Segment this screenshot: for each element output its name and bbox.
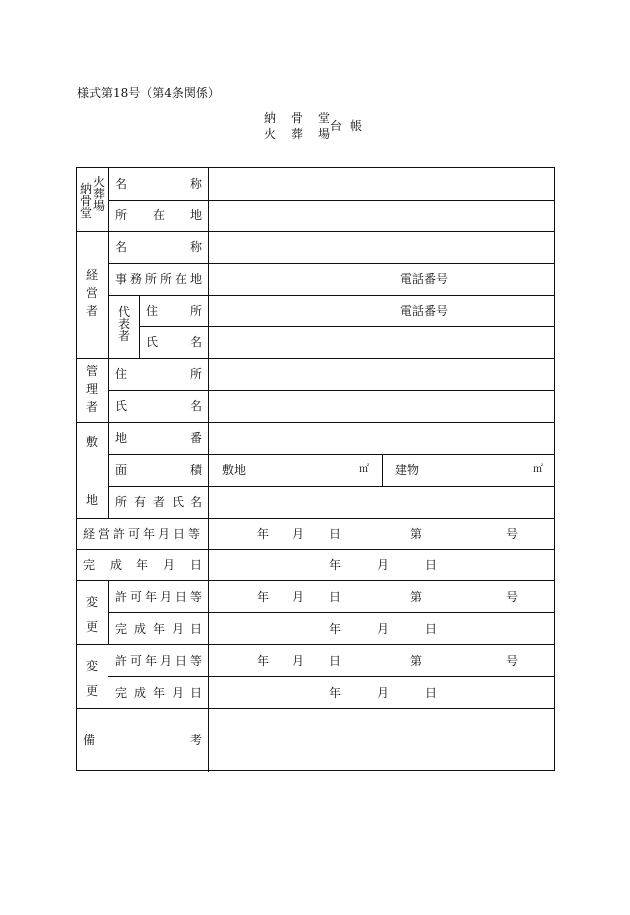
change1-completion-label: 成 bbox=[134, 622, 147, 636]
change1-permit-label: 日 bbox=[175, 590, 188, 604]
rep-name-label: 氏 bbox=[146, 335, 159, 349]
grid-line bbox=[77, 358, 554, 359]
change2-completion-label: 完 bbox=[115, 686, 128, 700]
label-char: 者 bbox=[117, 329, 130, 343]
permit-date-label: 許 bbox=[113, 527, 126, 541]
title-char: 帳 bbox=[349, 119, 362, 133]
facility-group-label-2 bbox=[92, 174, 106, 214]
change2-permit-label: 年 bbox=[145, 654, 158, 668]
completion-year: 年 bbox=[329, 558, 342, 572]
change2-group-label: 変 bbox=[86, 659, 99, 673]
owner-name-label: 所 bbox=[115, 495, 128, 509]
change1-permit-year: 年 bbox=[257, 590, 270, 604]
change2-permit-label: 許 bbox=[115, 654, 128, 668]
change1-completion-label: 日 bbox=[190, 622, 203, 636]
label-char: 者 bbox=[85, 304, 98, 318]
rep-name-label: 名 bbox=[190, 335, 203, 349]
manager-group-label bbox=[85, 363, 99, 415]
grid-line bbox=[382, 454, 383, 486]
title-char: 台 bbox=[329, 119, 342, 133]
area-label: 面 bbox=[115, 463, 128, 477]
manager-address-label: 住 bbox=[115, 367, 128, 381]
title-char: 納 bbox=[263, 111, 276, 125]
change2-group-label: 更 bbox=[86, 684, 99, 698]
grid-line bbox=[77, 518, 554, 519]
permit-date-label: 可 bbox=[128, 527, 141, 541]
owner-name-label: 者 bbox=[153, 495, 166, 509]
lot-number-label: 番 bbox=[190, 431, 203, 445]
change1-completion-day: 日 bbox=[425, 622, 438, 636]
completion-date-label: 月 bbox=[163, 558, 176, 572]
permit-date-label: 月 bbox=[158, 527, 171, 541]
change1-number-suffix: 号 bbox=[506, 590, 519, 604]
lot-number-label: 地 bbox=[115, 431, 128, 445]
title-char: 場 bbox=[317, 127, 330, 141]
change1-number-prefix: 第 bbox=[410, 590, 423, 604]
change2-permit-label: 日 bbox=[175, 654, 188, 668]
change2-completion-day: 日 bbox=[425, 686, 438, 700]
label-char: 経 bbox=[85, 268, 98, 282]
change2-completion-month: 月 bbox=[377, 686, 390, 700]
remarks-label: 備 bbox=[83, 733, 96, 747]
label-char: 営 bbox=[85, 286, 98, 300]
completion-date-label: 成 bbox=[110, 558, 123, 572]
label-char: 火 bbox=[92, 175, 105, 189]
label-char: 管 bbox=[85, 364, 98, 378]
document-title bbox=[262, 109, 382, 143]
label-char: 堂 bbox=[79, 206, 92, 220]
permit-year: 年 bbox=[257, 527, 270, 541]
form-number: 様式第18号（第4条関係） bbox=[77, 86, 220, 100]
change2-completion-label: 月 bbox=[172, 686, 185, 700]
change1-group-label: 更 bbox=[86, 620, 99, 634]
permit-day: 日 bbox=[329, 527, 342, 541]
operator-name-label: 名 bbox=[115, 240, 128, 254]
facility-location-label: 在 bbox=[153, 208, 166, 222]
title-char: 火 bbox=[263, 127, 276, 141]
area-label: 積 bbox=[190, 463, 203, 477]
title-char: 葬 bbox=[290, 127, 303, 141]
office-location-label: 所 bbox=[145, 272, 158, 286]
label-char: 骨 bbox=[79, 194, 92, 208]
permit-date-label: 等 bbox=[188, 527, 201, 541]
change1-completion-label: 年 bbox=[153, 622, 166, 636]
building-area-unit: ㎡ bbox=[533, 464, 543, 475]
change1-permit-label: 年 bbox=[145, 590, 158, 604]
change2-completion-label: 年 bbox=[153, 686, 166, 700]
owner-name-label: 有 bbox=[134, 495, 147, 509]
change1-permit-label: 許 bbox=[115, 590, 128, 604]
permit-date-label: 経 bbox=[83, 527, 96, 541]
grid-line bbox=[108, 263, 554, 264]
grid-line bbox=[77, 580, 554, 581]
label-char: 代 bbox=[117, 305, 130, 319]
grid-line bbox=[77, 708, 554, 709]
change2-permit-month: 月 bbox=[292, 654, 305, 668]
building-area-label: 建物 bbox=[395, 463, 420, 477]
manager-name-label: 氏 bbox=[115, 399, 128, 413]
rep-address-label: 住 bbox=[146, 304, 159, 318]
completion-date-label: 日 bbox=[190, 558, 203, 572]
ledger-table bbox=[76, 167, 555, 771]
permit-date-label: 年 bbox=[143, 527, 156, 541]
facility-location-label: 地 bbox=[190, 208, 203, 222]
rep-phone-label: 電話番号 bbox=[400, 304, 449, 318]
operator-group-label bbox=[85, 267, 99, 319]
remarks-label: 考 bbox=[190, 733, 203, 747]
representative-label bbox=[117, 306, 131, 342]
change2-permit-label: 可 bbox=[130, 654, 143, 668]
office-location-label: 事 bbox=[115, 272, 128, 286]
completion-date-label: 完 bbox=[83, 558, 96, 572]
permit-number-suffix: 号 bbox=[506, 527, 519, 541]
grid-line bbox=[108, 295, 554, 296]
grid-line bbox=[108, 454, 554, 455]
change2-completion-label: 日 bbox=[190, 686, 203, 700]
site-group-label-bottom: 地 bbox=[86, 493, 99, 507]
grid-line bbox=[108, 358, 109, 518]
change2-permit-year: 年 bbox=[257, 654, 270, 668]
completion-day: 日 bbox=[425, 558, 438, 572]
grid-line bbox=[108, 486, 554, 487]
office-location-label: 務 bbox=[130, 272, 143, 286]
change2-completion-year: 年 bbox=[329, 686, 342, 700]
grid-line bbox=[108, 676, 554, 677]
label-char: 理 bbox=[85, 382, 98, 396]
change1-permit-label: 月 bbox=[160, 590, 173, 604]
change2-completion-label: 成 bbox=[134, 686, 147, 700]
label-char: 場 bbox=[92, 199, 105, 213]
change2-number-suffix: 号 bbox=[506, 654, 519, 668]
change1-completion-month: 月 bbox=[377, 622, 390, 636]
grid-line bbox=[77, 549, 554, 550]
permit-month: 月 bbox=[292, 527, 305, 541]
label-char: 者 bbox=[85, 400, 98, 414]
change2-permit-day: 日 bbox=[329, 654, 342, 668]
label-char: 葬 bbox=[92, 187, 105, 201]
change1-group-label: 変 bbox=[86, 595, 99, 609]
owner-name-label: 氏 bbox=[172, 495, 185, 509]
change2-permit-label: 月 bbox=[160, 654, 173, 668]
office-location-label: 在 bbox=[175, 272, 188, 286]
grid-line bbox=[77, 422, 554, 423]
grid-line bbox=[139, 326, 554, 327]
permit-date-label: 日 bbox=[173, 527, 186, 541]
change1-completion-label: 完 bbox=[115, 622, 128, 636]
change1-completion-label: 月 bbox=[172, 622, 185, 636]
facility-name-label: 称 bbox=[190, 177, 203, 191]
label-char: 表 bbox=[117, 317, 130, 331]
completion-date-label: 年 bbox=[136, 558, 149, 572]
change1-permit-day: 日 bbox=[329, 590, 342, 604]
manager-address-label: 所 bbox=[190, 367, 203, 381]
office-phone-label: 電話番号 bbox=[400, 272, 449, 286]
grid-line bbox=[77, 231, 554, 232]
label-char: 納 bbox=[79, 182, 92, 196]
title-suffix bbox=[328, 117, 382, 131]
change1-permit-month: 月 bbox=[292, 590, 305, 604]
grid-line bbox=[108, 200, 554, 201]
completion-month: 月 bbox=[377, 558, 390, 572]
land-area-label: 敷地 bbox=[222, 463, 247, 477]
office-location-label: 所 bbox=[160, 272, 173, 286]
permit-number-prefix: 第 bbox=[410, 527, 423, 541]
site-group-label-top: 敷 bbox=[86, 435, 99, 449]
facility-name-label: 名 bbox=[115, 177, 128, 191]
office-location-label: 地 bbox=[190, 272, 203, 286]
grid-line bbox=[108, 612, 554, 613]
grid-line bbox=[77, 644, 554, 645]
owner-name-label: 名 bbox=[190, 495, 203, 509]
facility-location-label: 所 bbox=[115, 208, 128, 222]
change1-completion-year: 年 bbox=[329, 622, 342, 636]
change2-permit-label: 等 bbox=[190, 654, 203, 668]
manager-name-label: 名 bbox=[190, 399, 203, 413]
change1-permit-label: 等 bbox=[190, 590, 203, 604]
operator-name-label: 称 bbox=[190, 240, 203, 254]
change2-number-prefix: 第 bbox=[410, 654, 423, 668]
grid-line bbox=[108, 390, 554, 391]
facility-group-label bbox=[79, 181, 93, 221]
title-char: 堂 bbox=[317, 111, 330, 125]
grid-line bbox=[208, 168, 209, 772]
permit-date-label: 営 bbox=[98, 527, 111, 541]
rep-address-label: 所 bbox=[190, 304, 203, 318]
change1-permit-label: 可 bbox=[130, 590, 143, 604]
title-char: 骨 bbox=[290, 111, 303, 125]
land-area-unit: ㎡ bbox=[359, 464, 369, 475]
